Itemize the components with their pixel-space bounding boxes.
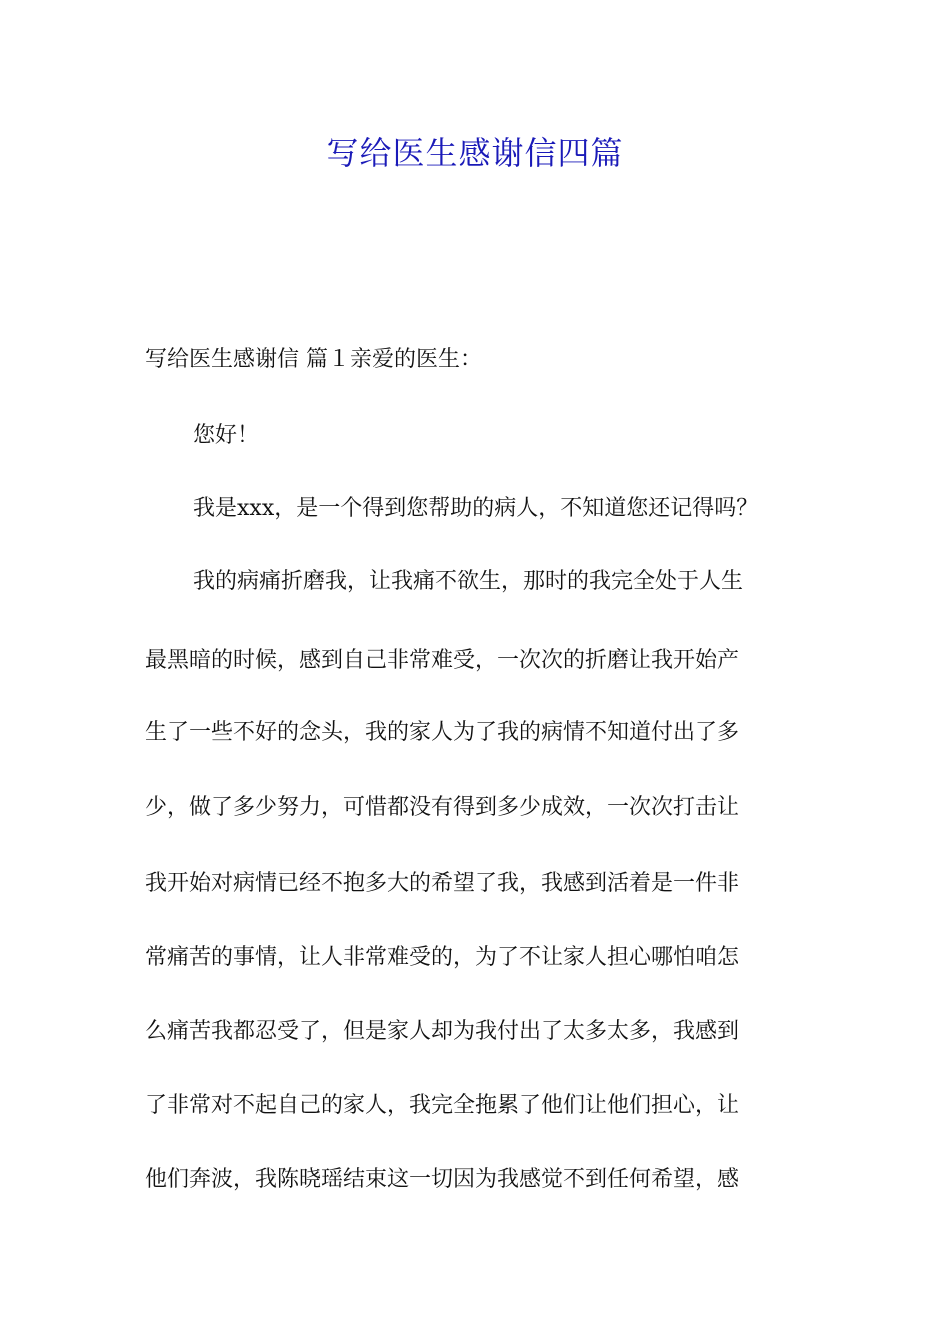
paragraph-line: 他们奔波，我陈晓瑶结束这一切因为我感觉不到任何希望，感 [145, 1167, 740, 1192]
salutation-line: 写给医生感谢信 篇１亲爱的医生： [145, 347, 482, 372]
paragraph-line: 么痛苦我都忍受了，但是家人却为我付出了太多太多，我感到 [145, 1019, 740, 1044]
greeting-line: 您好！ [193, 423, 260, 448]
paragraph-line: 我的病痛折磨我，让我痛不欲生，那时的我完全处于人生 [193, 569, 744, 594]
paragraph-line: 我开始对病情已经不抱多大的希望了我，我感到活着是一件非 [145, 871, 740, 896]
paragraph-line: 常痛苦的事情，让人非常难受的，为了不让家人担心哪怕咱怎 [145, 945, 740, 970]
paragraph-line: 生了一些不好的念头，我的家人为了我的病情不知道付出了多 [145, 720, 740, 745]
paragraph-line: 最黑暗的时候，感到自己非常难受，一次次的折磨让我开始产 [145, 648, 740, 673]
paragraph-line: 了非常对不起自己的家人，我完全拖累了他们让他们担心，让 [145, 1093, 740, 1118]
paragraph-line: 我是xxx，是一个得到您帮助的病人，不知道您还记得吗？ [193, 496, 759, 521]
document-title: 写给医生感谢信四篇 [326, 134, 624, 172]
paragraph-line: 少，做了多少努力，可惜都没有得到多少成效，一次次打击让 [145, 795, 740, 820]
